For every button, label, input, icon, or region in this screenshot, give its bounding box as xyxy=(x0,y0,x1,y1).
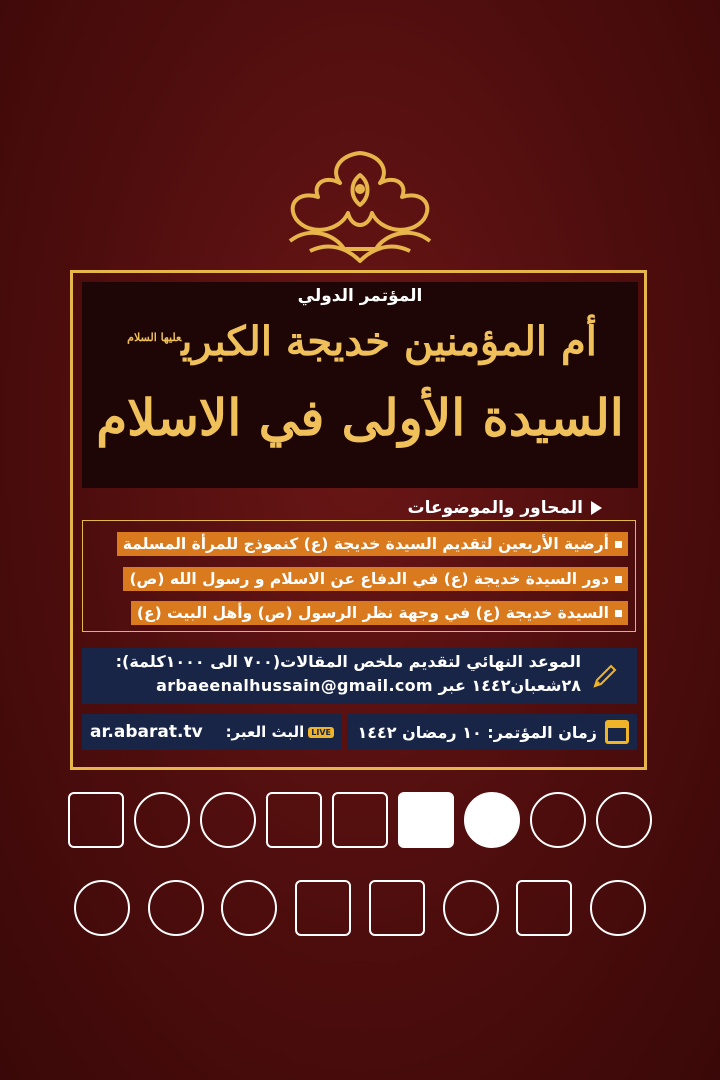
deadline-date: ٢٨شعبان١٤٤٢ عبر xyxy=(438,676,581,695)
broadcast-label-group xyxy=(226,723,334,741)
conference-time-box xyxy=(347,714,637,750)
title-panel xyxy=(82,282,638,488)
knot-logo xyxy=(64,788,128,852)
topics-header xyxy=(382,494,602,522)
honorific-mark: عليها السلام xyxy=(127,330,182,344)
broadcast-box xyxy=(82,714,342,750)
grand-mosque-logo xyxy=(217,876,281,940)
holy-shrine-logo xyxy=(460,788,524,852)
topics-header-label: المحاور والموضوعات xyxy=(407,498,583,518)
globe-logo xyxy=(144,876,208,940)
topic-item xyxy=(117,532,628,556)
triangle-bullet-icon xyxy=(591,501,602,515)
partner-logos-row-2 xyxy=(70,876,650,940)
deadline-date-line xyxy=(156,676,581,695)
mosque-seminary-logo xyxy=(328,788,392,852)
sunrise-logo xyxy=(130,788,194,852)
quran-logo xyxy=(586,876,650,940)
conference-time: زمان المؤتمر: ١٠ رمضان ١٤٤٢ xyxy=(357,722,597,742)
partner-logos-row-1 xyxy=(64,788,656,852)
people-logo xyxy=(70,876,134,940)
center-hexagon-logo xyxy=(262,788,326,852)
title-line-2: السيدة الأولى في الاسلام xyxy=(96,388,624,447)
mustafa-university-logo xyxy=(291,876,355,940)
deadline-email-link[interactable]: arbaeenalhussain@gmail.com xyxy=(156,676,433,695)
live-icon: LIVE xyxy=(308,727,334,738)
conference-label: المؤتمر الدولي xyxy=(297,286,423,306)
hussain-institute-logo xyxy=(526,788,590,852)
pen-icon xyxy=(591,662,619,690)
flag-logo xyxy=(394,788,458,852)
calligraphy-logo xyxy=(365,876,429,940)
calendar-icon xyxy=(605,720,629,744)
topic-item xyxy=(131,601,628,625)
broadcast-label: البث العبر: xyxy=(225,723,305,741)
bullet-icon xyxy=(615,576,622,583)
arbaeen-logo xyxy=(592,788,656,852)
topic-text: دور السيدة خديجة (ع) في الدفاع عن الاسلام و رسول الله (ص) xyxy=(129,570,609,588)
al-abbas-logo xyxy=(196,788,260,852)
bullet-icon xyxy=(615,541,622,548)
topic-text: السيدة خديجة (ع) في وجهة نظر الرسول (ص) وأهل البيت (ع) xyxy=(136,604,609,622)
title-line-1-text: أم المؤمنين خديجة الكبري xyxy=(181,318,597,365)
deadline-text: الموعد النهائي لتقديم ملخص المقالات(٧٠٠ الى ١٠٠٠كلمة): xyxy=(115,652,581,671)
bullet-icon xyxy=(615,610,622,617)
floral-ornament xyxy=(270,145,450,265)
broadcast-site-link[interactable]: ar.abarat.tv xyxy=(90,722,203,742)
topic-item xyxy=(123,567,628,591)
title-line-1 xyxy=(82,318,638,365)
mandala-logo xyxy=(439,876,503,940)
topic-text: أرضية الأربعين لتقديم السيدة خديجة (ع) كنموذج للمرأة المسلمة xyxy=(122,535,609,553)
deadline-box xyxy=(82,648,637,704)
bridge-logo xyxy=(512,876,576,940)
